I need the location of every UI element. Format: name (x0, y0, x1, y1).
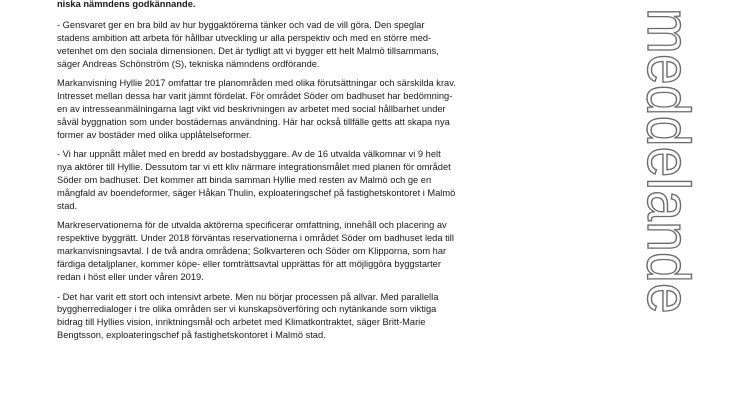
quote-hakan-thulin: - Vi har uppnått målet med en bredd av bostadsbyggare. Av de 16 utvalda välkomnar vi 9 helt nya aktörer till Hyllie. Dessutom tar vi ett kliv närmare integrationsmålet med planen för området Söder om badhuset. Det kommer att binda samman Hyllie med resten av Malmö och ge en mångfald av boendeformer, säger Håkan Thulin, exploateringschef på fastighetskontoret i Malmö stad. (57, 149, 456, 211)
paragraph-markreservationer: Markreservationerna för de utvalda aktörerna specificerar omfattning, innehåll och placering av respektive byggrätt. Under 2018 förväntas reservationerna i området Söder om badhuset leda till markanvisningsavtal. I de två andra områdena; Solkvarteren och Söder om Klipporna, som har färdiga detaljplaner, kommer köpe- eller tomträttsavtal upprättas för att möjliggöra byggstarter redan i höst eller under våren 2019. (57, 220, 454, 282)
quote-britt-marie-bengtsson: - Det har varit ett stort och intensivt arbete. Men nu börjar processen på allvar. Med parallella byggherredialoger i tre olika områden ser vi kunskapsöverföring och nytänkande som viktiga bidrag till Hyllies vision, inriktningsmål och arbetet med Klimatkontraktet, säger Britt-Marie Bengtsson, exploateringschef på fastighetskontoret i Malmö stad. (57, 291, 439, 341)
intro-bold-line: niska nämndens godkännande. (57, 0, 196, 9)
side-title-text: meddelande (635, 8, 702, 344)
paragraph-markanvisning: Markanvisning Hyllie 2017 omfattar tre planområden med olika förutsättningar och särskilda krav. Intresset mellan dessa har varit jämnt fördelat. För området Söder om badhuset har bedömning- en av intresseanmälningarna lagt vikt vid beskrivningen av arbetet med social hållbarhet under såväl byggnation som under bostädernas användning. Här har också tillfälle getts att skapa nya former av bostäder med olika upplåtelseformer. (57, 78, 456, 140)
quote-andreas-schonstrom: - Gensvaret ger en bra bild av hur byggaktörerna tänker och vad de vill göra. Den speglar stadens ambition att arbeta för hållbar utveckling ur alla perspektiv och med en större med- vetenhet om den sociala dimensionen. Det är tydligt att vi bygger ett helt Malmö tillsammans, säger Andreas Schönström (S), tekniska nämndens ordförande. (57, 19, 439, 69)
side-title-svg (614, 4, 702, 344)
side-title-meddelande (614, 4, 702, 344)
press-release-body (57, 0, 577, 349)
